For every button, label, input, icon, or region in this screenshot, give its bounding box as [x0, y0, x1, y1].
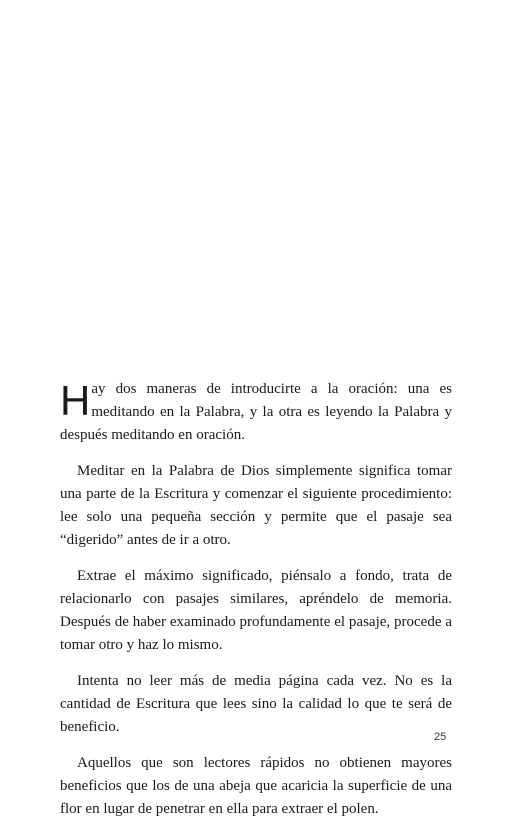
- paragraph-5: Aquellos que son lectores rápidos no obtienen mayores beneficios que los de una abeja que acaricia la superficie de una flor en lugar de penetrar en ella para extraer el polen.: [60, 755, 452, 817]
- paragraph-2: Meditar en la Palabra de Dios simplemente significa tomar una parte de la Escritura y comenzar el siguiente procedimiento: lee solo una pequeña sección y permite que el pasaje sea “digerido” antes de ir a otro.: [60, 463, 452, 548]
- paragraph-3: Extrae el máximo significado, piénsalo a fondo, trata de relacionarlo con pasajes similares, apréndelo de memoria. Después de haber examinado profundamente el pasaje, procede a tomar otro y haz lo mismo.: [60, 568, 452, 653]
- paragraph-1: [60, 378, 452, 447]
- paragraph-4: Intenta no leer más de media página cada vez. No es la cantidad de Escritura que lees sino la calidad lo que te será de beneficio.: [60, 673, 452, 735]
- body-text: [60, 378, 452, 834]
- drop-cap: H: [60, 377, 91, 424]
- page-number: 25: [434, 731, 447, 743]
- paragraph-1-text: ay dos maneras de introducirte a la oración: una es meditando en la Palabra, y la otra es leyendo la Palabra y después meditando en oración.: [60, 381, 452, 443]
